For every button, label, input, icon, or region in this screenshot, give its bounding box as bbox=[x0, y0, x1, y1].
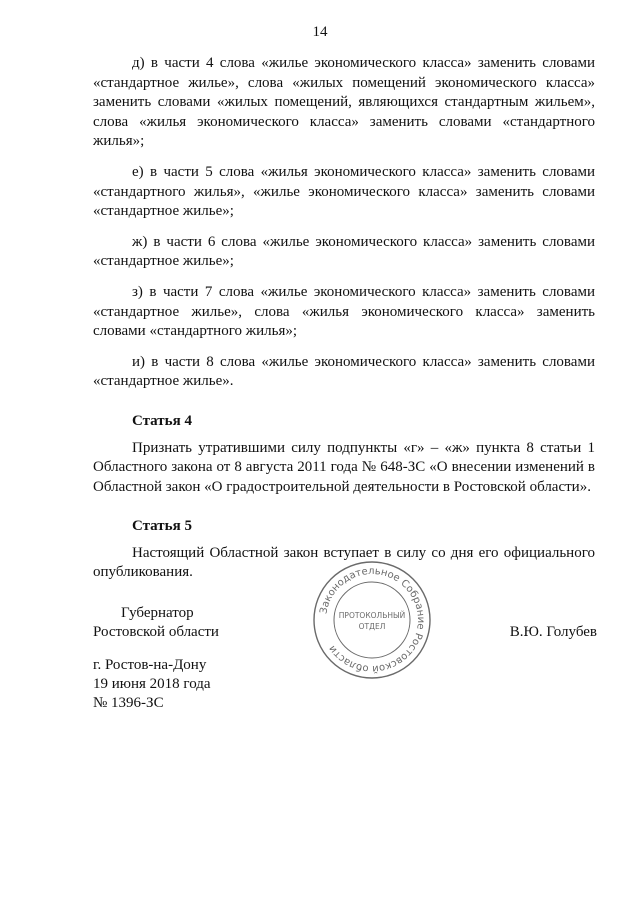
document-body bbox=[93, 54, 595, 594]
stamp-center-line1: ПРОТОКОЛЬНЫЙ bbox=[338, 611, 406, 620]
article-5-heading: Статья 5 bbox=[132, 518, 192, 535]
amendment-paragraph-zh: ж) в части 6 слова «жилье экономического класса» заменить словами «стандартное жилье»; bbox=[93, 233, 595, 270]
law-number: № 1396-ЗС bbox=[93, 695, 164, 711]
city: г. Ростов-на-Дону bbox=[93, 657, 207, 673]
amendment-paragraph-e: е) в части 5 слова «жилья экономического класса» заменить словами «стандартного жилья», «жилье экономического класса» заменить словами «стандартное жилье»; bbox=[93, 163, 595, 220]
article-4-heading: Статья 4 bbox=[132, 412, 192, 429]
place-date-block bbox=[93, 656, 211, 713]
signatory-title bbox=[93, 604, 283, 642]
signatory-title-line2: Ростовской области bbox=[93, 624, 219, 640]
amendment-paragraph-z: з) в части 7 слова «жилье экономического класса» заменить словами «стандартное жилье», слова «жилья экономического класса» заменить словами «стандартного жилья»; bbox=[93, 283, 595, 340]
stamp-ring-text: Законодательное Собрание Ростовской области bbox=[318, 565, 427, 675]
date: 19 июня 2018 года bbox=[93, 676, 211, 692]
official-stamp bbox=[310, 558, 434, 682]
stamp-outer-ring bbox=[314, 562, 430, 678]
article-5-text: Настоящий Областной закон вступает в силу со дня его официального опубликования. bbox=[93, 544, 595, 581]
amendment-paragraph-i: и) в части 8 слова «жилье экономического класса» заменить словами «стандартное жилье». bbox=[93, 353, 595, 390]
signatory-name: В.Ю. Голубев bbox=[509, 624, 597, 640]
stamp-center-line2: ОТДЕЛ bbox=[358, 622, 386, 631]
signatory-title-line1: Губернатор bbox=[121, 605, 194, 621]
amendment-paragraph-d: д) в части 4 слова «жилье экономического класса» заменить словами «стандартное жилье», слова «жилых помещений экономического класса» заменить словами «жилых помещений, являющихся стандартным жильем», слова «жилья экономического класса» заменить словами «стандартного жилья»; bbox=[93, 55, 595, 150]
article-4-text: Признать утратившими силу подпункты «г» – «ж» пункта 8 статьи 1 Областного закона от 8 августа 2011 года № 648-ЗС «О внесении изменений в Областной закон «О градостроительной деятельности в Ростовской области». bbox=[93, 439, 595, 495]
stamp-inner-ring bbox=[334, 582, 410, 658]
page-number: 14 bbox=[312, 24, 328, 40]
